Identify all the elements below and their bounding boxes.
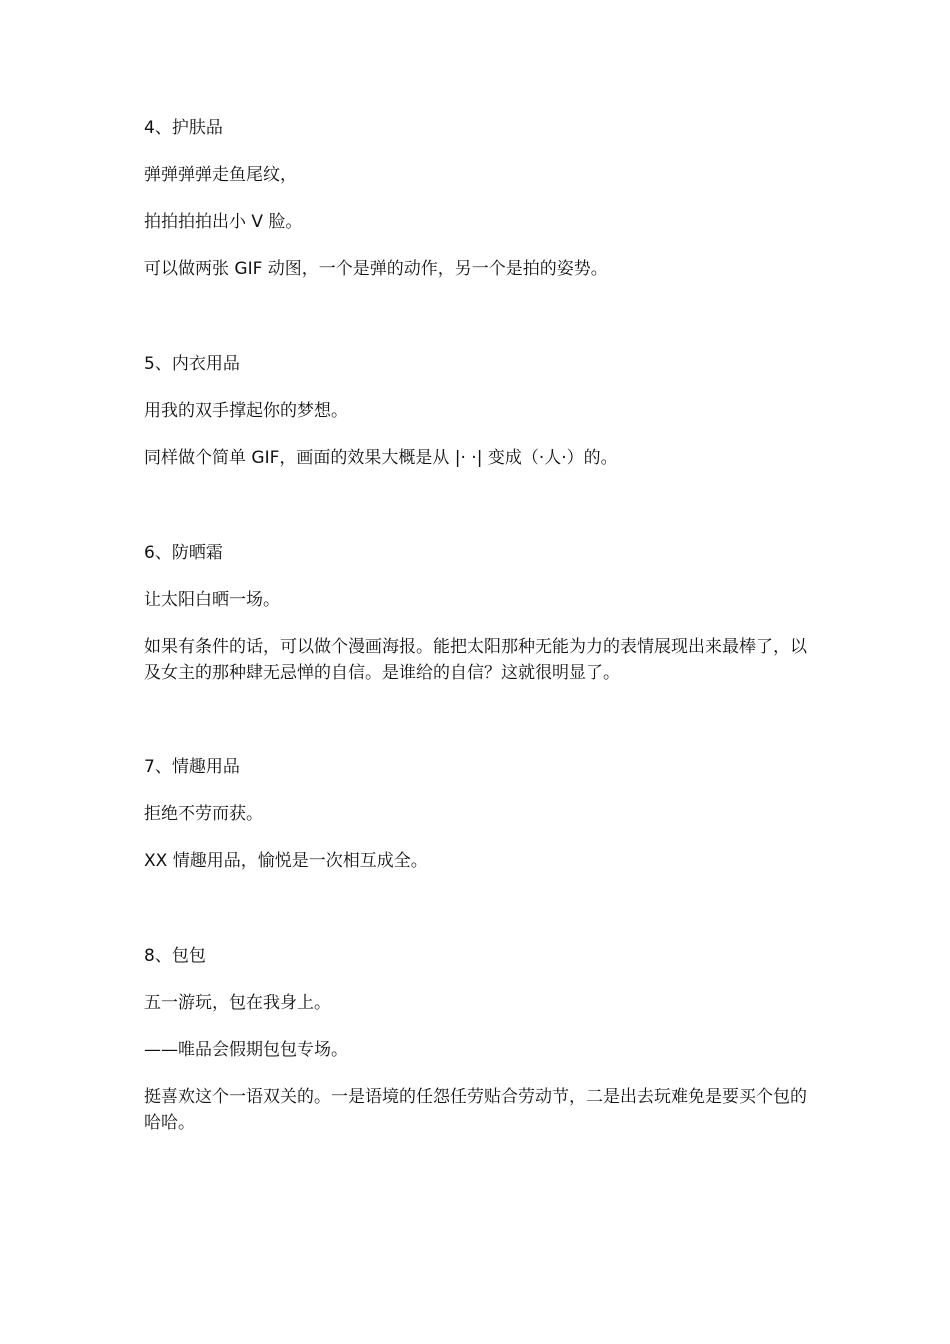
paragraph-line: 拒绝不劳而获。 — [144, 804, 263, 824]
paragraph-line: 五一游玩，包在我身上。 — [144, 993, 331, 1013]
paragraph-line: 拍拍拍拍出小 V 脸。 — [144, 212, 303, 232]
section-heading-5: 5、内衣用品 — [144, 354, 240, 374]
section-heading-4: 4、护肤品 — [144, 118, 223, 138]
paragraph-line: 同样做个简单 GIF，画面的效果大概是从 |· ·| 变成（·人·）的。 — [144, 448, 618, 468]
paragraph-block: 如果有条件的话，可以做个漫画海报。能把太阳那种无能为力的表情展现出来最棒了，以及女主的那种肆无忌惮的自信。是谁给的自信？这就很明显了。 — [144, 637, 807, 683]
section-heading-8: 8、包包 — [144, 946, 206, 966]
paragraph-line: 让太阳白晒一场。 — [144, 590, 280, 610]
section-heading-6: 6、防晒霜 — [144, 543, 223, 563]
paragraph-line: ——唯品会假期包包专场。 — [144, 1040, 348, 1060]
paragraph-line: 弹弹弹弹走鱼尾纹， — [144, 165, 297, 185]
section-heading-7: 7、情趣用品 — [144, 757, 240, 777]
paragraph-block: 挺喜欢这个一语双关的。一是语境的任怨任劳贴合劳动节，二是出去玩难免是要买个包的哈哈。 — [144, 1087, 807, 1133]
paragraph-line: 用我的双手撑起你的梦想。 — [144, 401, 348, 421]
paragraph-line: 可以做两张 GIF 动图，一个是弹的动作，另一个是拍的姿势。 — [144, 259, 608, 279]
paragraph-line: XX 情趣用品，愉悦是一次相互成全。 — [144, 851, 428, 871]
